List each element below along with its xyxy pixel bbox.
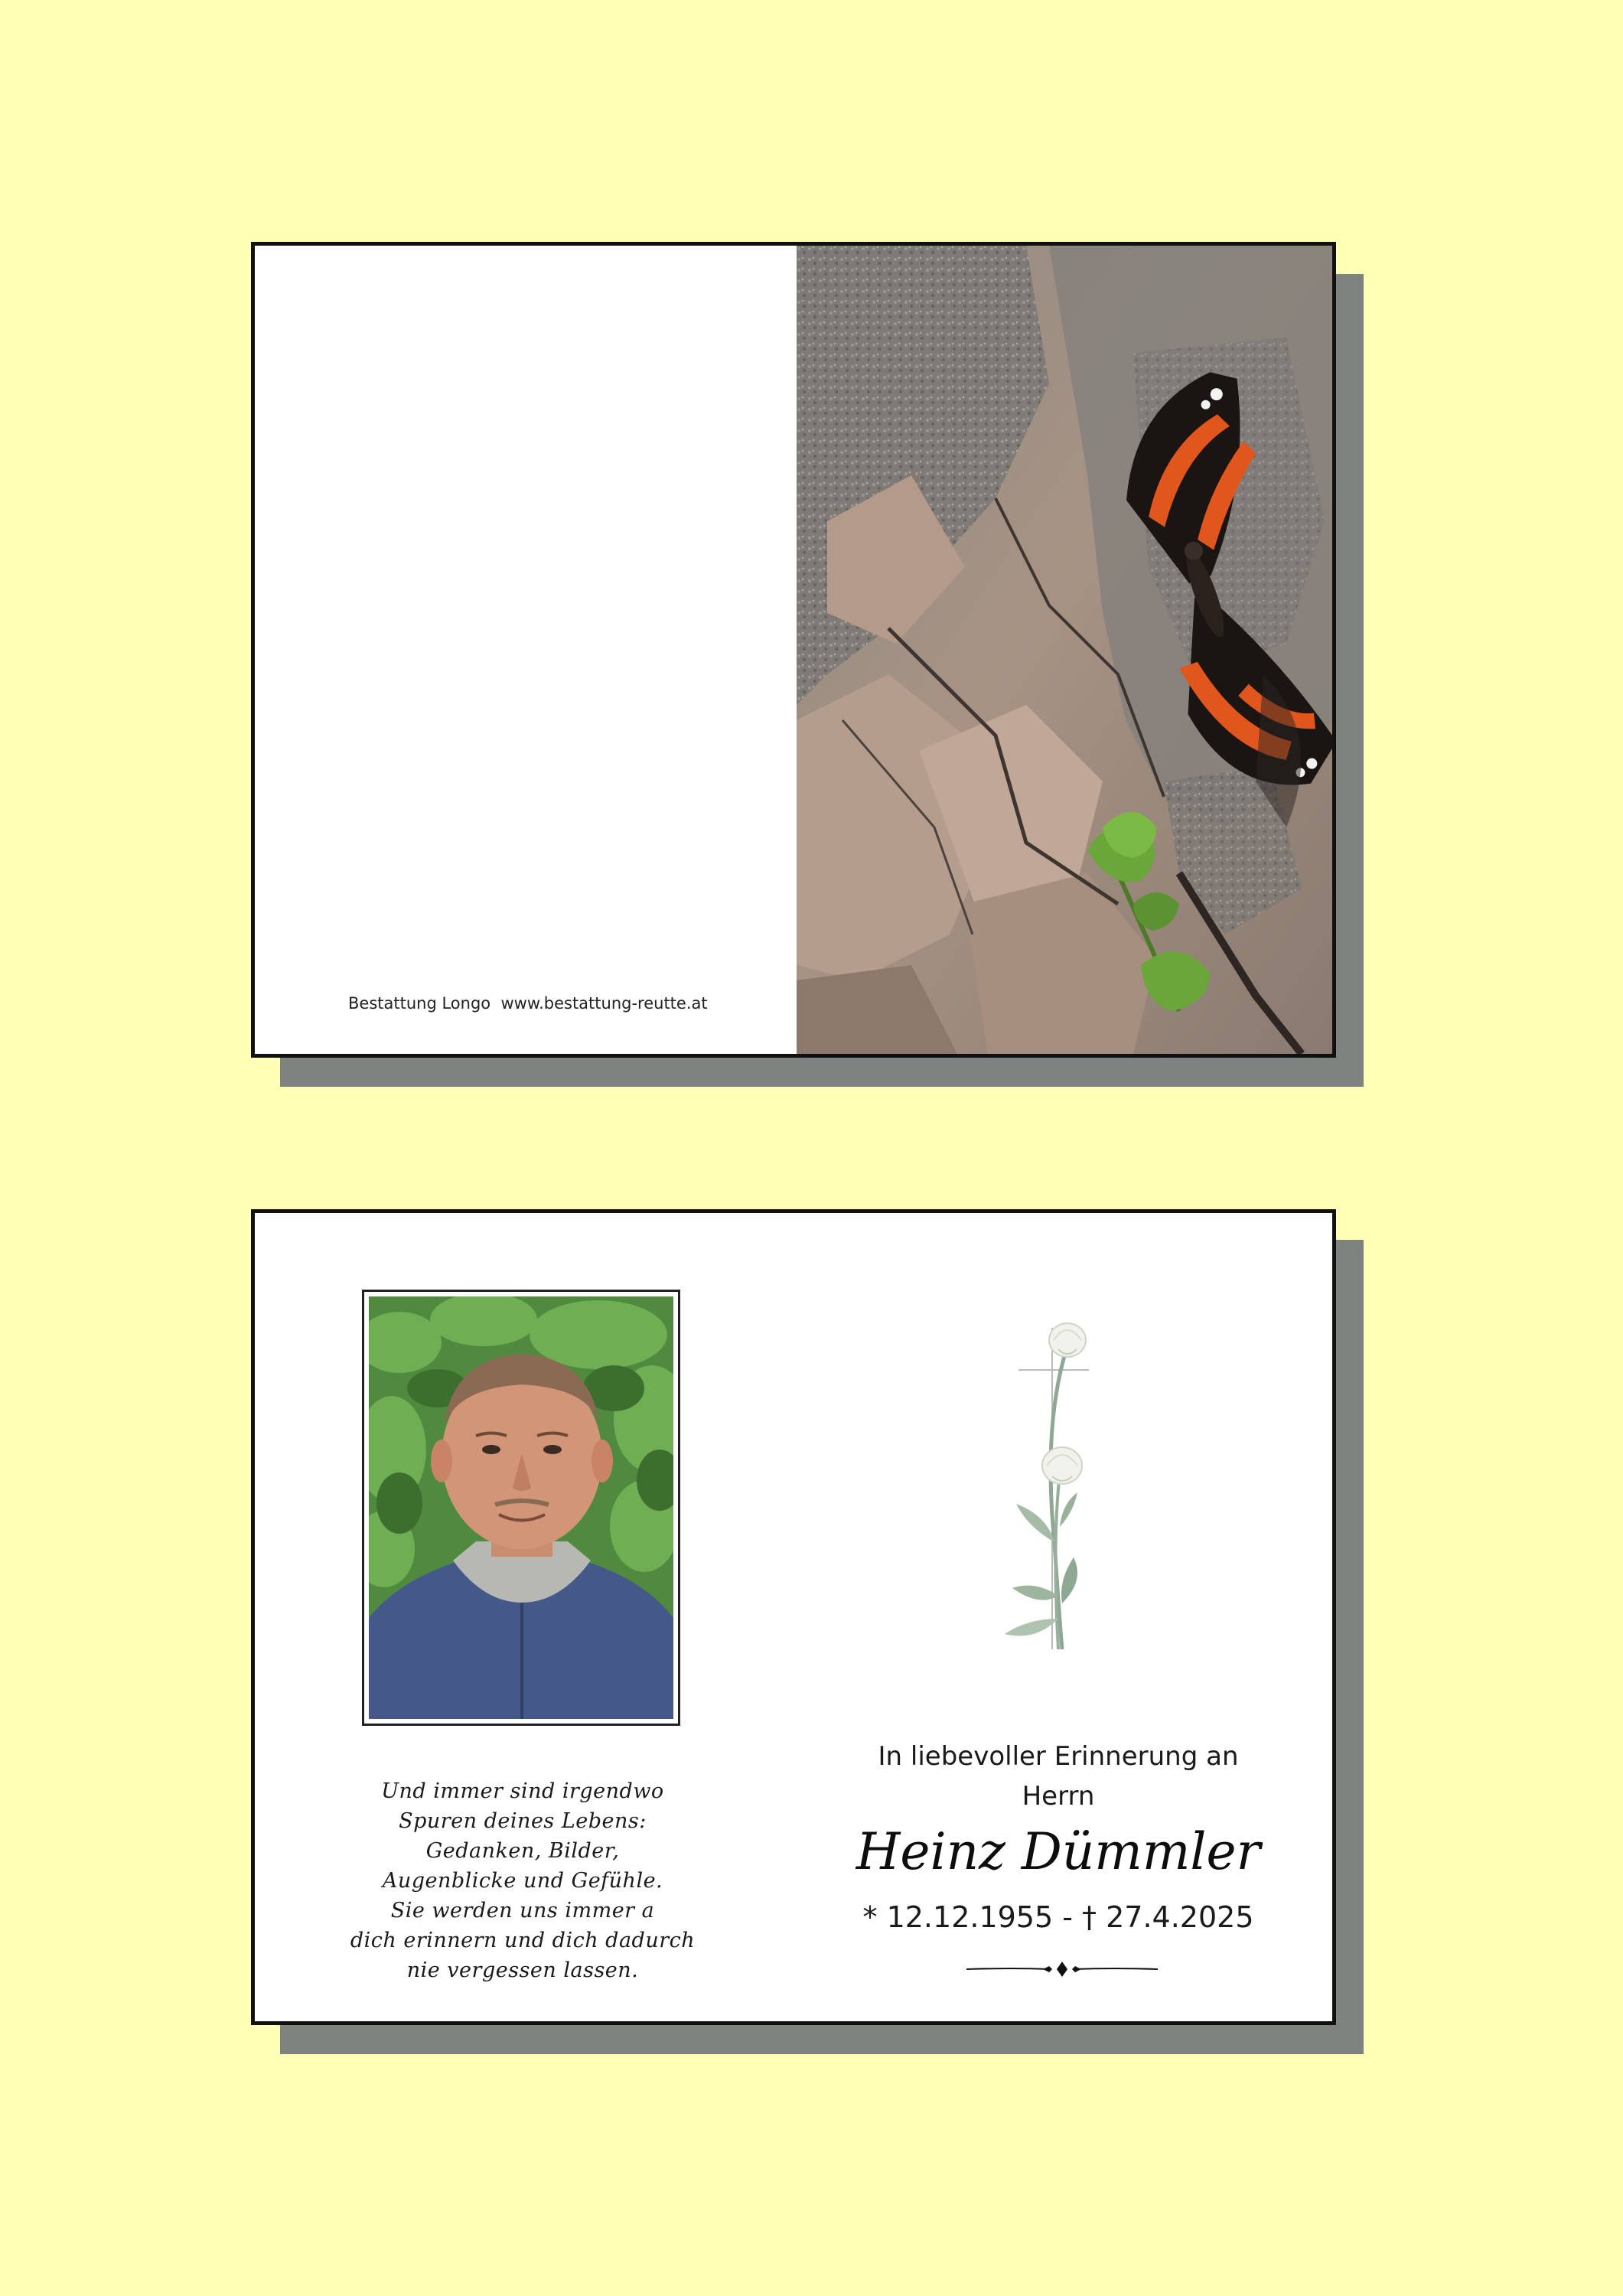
verse-line: Und immer sind irgendwo <box>381 1779 664 1803</box>
memorial-verse <box>316 1776 729 1985</box>
card-cover-blank-panel <box>255 246 797 1054</box>
verse-line: nie vergessen lassen. <box>406 1958 639 1982</box>
ornament-divider-icon <box>966 1962 1158 1977</box>
butterfly-photo <box>797 246 1332 1054</box>
portrait-image <box>369 1296 673 1719</box>
deceased-name: Heinz Dümmler <box>855 1822 1261 1881</box>
portrait-photo <box>369 1296 673 1719</box>
card-memorial <box>251 1209 1336 2025</box>
verse-line: Spuren deines Lebens: <box>399 1809 647 1833</box>
white-rose-cross-icon <box>982 1313 1135 1672</box>
funeral-home-imprint: Bestattung Longo www.bestattung-reutte.at <box>348 994 708 1013</box>
life-dates: * 12.12.1955 - † 27.4.2025 <box>862 1900 1254 1934</box>
verse-line: Augenblicke und Gefühle. <box>382 1869 663 1893</box>
verse-line: dich erinnern und dich dadurch <box>350 1929 696 1952</box>
intro-text: In liebevoller Erinnerung an <box>878 1741 1239 1772</box>
salutation-text: Herrn <box>1022 1781 1095 1812</box>
verse-line: Gedanken, Bilder, <box>425 1839 620 1863</box>
portrait-frame <box>362 1290 680 1726</box>
butterfly-on-rock-image <box>797 246 1332 1054</box>
card-cover <box>251 242 1336 1058</box>
verse-line: Sie werden uns immer a <box>390 1899 655 1923</box>
